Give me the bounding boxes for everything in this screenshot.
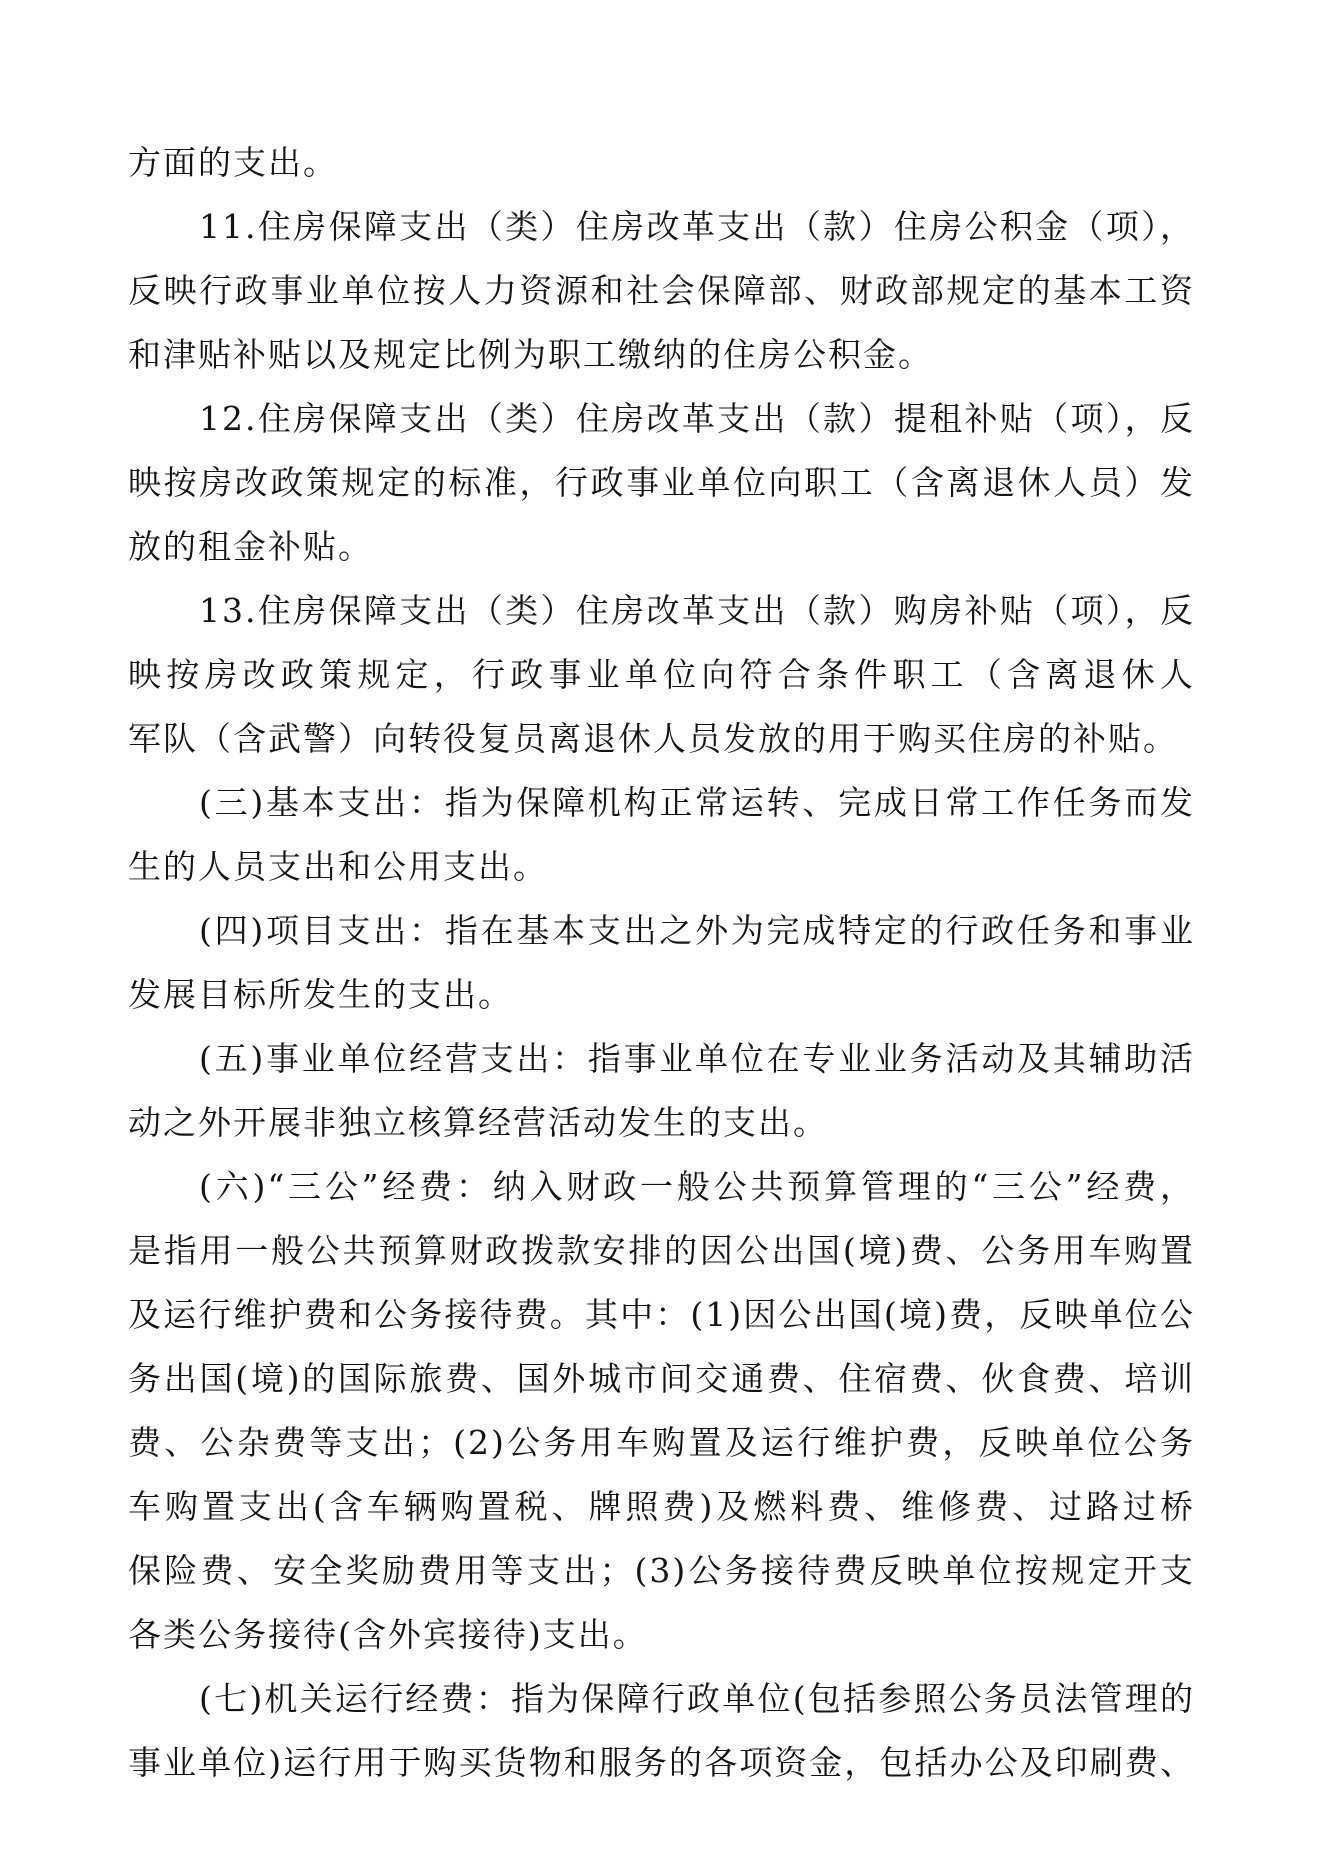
- text-line: 生的人员支出和公用支出。: [128, 847, 548, 886]
- text-line: 动之外开展非独立核算经营活动发生的支出。: [128, 1103, 828, 1142]
- text-line: 13.住房保障支出（类）住房改革支出（款）购房补贴（项），反: [199, 591, 1195, 630]
- text-line: 保险费、安全奖励费用等支出；(3)公务接待费反映单位按规定开支: [128, 1551, 1195, 1590]
- text-line: 费、公杂费等支出；(2)公务用车购置及运行维护费，反映单位公务: [128, 1423, 1195, 1462]
- paragraph-item-11: [128, 195, 1195, 387]
- text-line: 反映行政事业单位按人力资源和社会保障部、财政部规定的基本工资: [128, 271, 1195, 310]
- text-line: (六)“三公”经费：纳入财政一般公共预算管理的“三公”经费，: [199, 1167, 1195, 1206]
- text-line: 映按房改政策规定，行政事业单位向符合条件职工（含离退休人: [128, 655, 1195, 694]
- text-line: (三)基本支出：指为保障机构正常运转、完成日常工作任务而发: [199, 783, 1195, 822]
- text-line: 车购置支出(含车辆购置税、牌照费)及燃料费、维修费、过路过桥: [128, 1487, 1195, 1526]
- paragraph-item-12: [128, 387, 1195, 579]
- text-line: 映按房改政策规定的标准，行政事业单位向职工（含离退休人员）发: [128, 463, 1195, 502]
- text-line: 军队（含武警）向转役复员离退休人员发放的用于购买住房的补贴。: [128, 719, 1178, 758]
- paragraph-three-public-expenses: [128, 1155, 1195, 1667]
- paragraph-continuation: [128, 131, 1195, 195]
- paragraph-operating-expenditure: [128, 1027, 1195, 1155]
- text-line: 方面的支出。: [128, 143, 338, 182]
- document-body: [128, 131, 1195, 1795]
- text-line: 11.住房保障支出（类）住房改革支出（款）住房公积金（项），: [199, 207, 1195, 246]
- paragraph-agency-operating-funds: [128, 1667, 1195, 1795]
- text-line: 是指用一般公共预算财政拨款安排的因公出国(境)费、公务用车购置: [128, 1231, 1195, 1270]
- text-line: 及运行维护费和公务接待费。其中：(1)因公出国(境)费，反映单位公: [128, 1295, 1195, 1334]
- text-line: (四)项目支出：指在基本支出之外为完成特定的行政任务和事业: [199, 911, 1195, 950]
- text-line: 务出国(境)的国际旅费、国外城市间交通费、住宿费、伙食费、培训: [128, 1359, 1195, 1398]
- text-line: 和津贴补贴以及规定比例为职工缴纳的住房公积金。: [128, 335, 933, 374]
- text-line: (七)机关运行经费：指为保障行政单位(包括参照公务员法管理的: [199, 1679, 1195, 1718]
- paragraph-basic-expenditure: [128, 771, 1195, 899]
- text-line: 12.住房保障支出（类）住房改革支出（款）提租补贴（项），反: [199, 399, 1195, 438]
- paragraph-project-expenditure: [128, 899, 1195, 1027]
- text-line: 事业单位)运行用于购买货物和服务的各项资金，包括办公及印刷费、: [128, 1743, 1195, 1782]
- text-line: (五)事业单位经营支出：指事业单位在专业业务活动及其辅助活: [199, 1039, 1195, 1078]
- text-line: 放的租金补贴。: [128, 527, 373, 566]
- text-line: 发展目标所发生的支出。: [128, 975, 513, 1014]
- text-line: 各类公务接待(含外宾接待)支出。: [128, 1615, 648, 1654]
- paragraph-item-13: [128, 579, 1195, 771]
